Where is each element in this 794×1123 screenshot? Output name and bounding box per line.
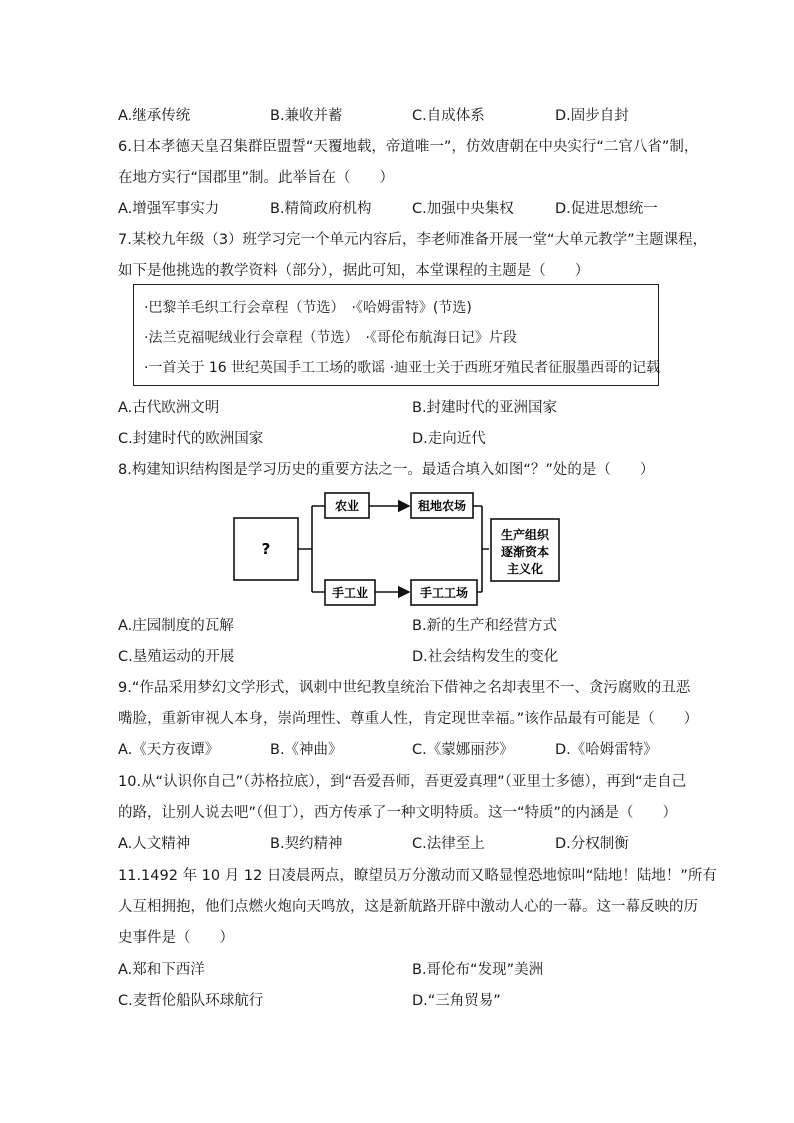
q9-option-a: A.《天方夜谭》 bbox=[118, 742, 220, 758]
q9-option-c: C.《蒙娜丽莎》 bbox=[412, 742, 514, 758]
q11-stem-line-3: 史事件是（ ） bbox=[118, 930, 234, 946]
q8-option-a: A.庄园制度的瓦解 bbox=[118, 618, 234, 634]
q8-option-d: D.社会结构发生的变化 bbox=[412, 649, 559, 665]
q6-stem-line-2: 在地方实行“国郡里”制。此举旨在（ ） bbox=[118, 170, 395, 186]
q8-question-mark: ? bbox=[261, 540, 271, 558]
q10-stem-line-2: 的路，让别人说去吧”（但丁），西方传承了一种文明特质。这一“特质”的内涵是（ ） bbox=[118, 805, 678, 821]
q10-option-b: B.契约精神 bbox=[270, 836, 343, 852]
q11-option-a: A.郑和下西洋 bbox=[118, 962, 205, 978]
q9-option-d: D.《哈姆雷特》 bbox=[555, 742, 658, 758]
q5-option-b: B.兼收并蓄 bbox=[270, 108, 343, 124]
q7-option-d: D.走向近代 bbox=[412, 431, 486, 447]
q8-workshop-label: 手工工场 bbox=[419, 586, 469, 600]
q9-option-b: B.《神曲》 bbox=[270, 742, 343, 758]
q10-option-c: C.法律至上 bbox=[412, 836, 485, 852]
q8-option-b: B.新的生产和经营方式 bbox=[412, 618, 558, 634]
q11-option-d: D.“三角贸易” bbox=[412, 993, 501, 1009]
q7-option-a: A.古代欧洲文明 bbox=[118, 400, 220, 416]
q6-option-b: B.精简政府机构 bbox=[270, 201, 372, 217]
q7-option-b: B.封建时代的亚洲国家 bbox=[412, 400, 558, 416]
q8-stem: 8.构建知识结构图是学习历史的重要方法之一。最适合填入如图“？”处的是（ ） bbox=[118, 462, 655, 478]
q5-option-a: A.继承传统 bbox=[118, 108, 191, 124]
q6-option-d: D.促进思想统一 bbox=[555, 201, 658, 217]
q7-option-c: C.封建时代的欧洲国家 bbox=[118, 431, 264, 447]
q8-farm-label: 租地农场 bbox=[417, 499, 467, 513]
q5-option-c: C.自成体系 bbox=[412, 108, 485, 124]
q7-stem-line-1: 7.某校九年级（3）班学习完一个单元内容后，李老师准备开展一堂“大单元教学”主题课程， bbox=[118, 232, 708, 248]
q8-result-line-1: 生产组织 bbox=[500, 528, 550, 542]
q8-result-line-3: 主义化 bbox=[506, 562, 544, 576]
q8-agriculture-label: 农业 bbox=[334, 499, 360, 513]
q7-stem-line-2: 如下是他挑选的教学资料（部分），据此可知，本堂课程的主题是（ ） bbox=[118, 263, 590, 279]
q6-stem-line-1: 6.日本孝德天皇召集群臣盟誓“天覆地载，帝道唯一”，仿效唐朝在中央实行“二官八省”制， bbox=[118, 139, 699, 155]
q7-material-row-2: ·法兰克福呢绒业行会章程（节选） ·《哥伦布航海日记》片段 bbox=[144, 330, 517, 346]
q10-stem-line-1: 10.从“认识你自己”（苏格拉底），到“吾爱吾师，吾更爱真理”（亚里士多德），再到“走自己 bbox=[118, 774, 687, 790]
q7-material-row-3: ·一首关于 16 世纪英国手工工场的歌谣 ·迪亚士关于西班牙殖民者征服墨西哥的记载 bbox=[144, 360, 661, 376]
q11-stem-line-2: 人互相拥抱，他们点燃火炮向天鸣放，这是新航路开辟中激动人心的一幕。这一幕反映的历 bbox=[118, 899, 698, 915]
q11-option-b: B.哥伦布“发现”美洲 bbox=[412, 962, 544, 978]
q11-option-c: C.麦哲伦船队环球航行 bbox=[118, 993, 264, 1009]
q11-stem-line-1: 11.1492 年 10 月 12 日凌晨两点，瞭望员万分激动而又略显惶恐地惊叫“陆地！陆地！”所有 bbox=[118, 868, 717, 884]
q10-option-d: D.分权制衡 bbox=[555, 836, 629, 852]
q8-option-c: C.垦殖运动的开展 bbox=[118, 649, 235, 665]
q6-option-a: A.增强军事实力 bbox=[118, 201, 220, 217]
q10-option-a: A.人文精神 bbox=[118, 836, 191, 852]
q8-handicraft-label: 手工业 bbox=[331, 586, 369, 600]
q5-option-d: D.固步自封 bbox=[555, 108, 629, 124]
q7-material-row-1: ·巴黎羊毛织工行会章程（节选） ·《哈姆雷特》(节选) bbox=[144, 300, 472, 316]
q9-stem-line-1: 9.“作品采用梦幻文学形式，讽刺中世纪教皇统治下借神之名却表里不一、贪污腐败的丑恶 bbox=[118, 680, 691, 696]
q8-result-line-2: 逐渐资本 bbox=[500, 545, 550, 559]
q6-option-c: C.加强中央集权 bbox=[412, 201, 514, 217]
q9-stem-line-2: 嘴脸，重新审视人本身，崇尚理性、尊重人性，肯定现世幸福。”该作品最有可能是（ ） bbox=[118, 711, 699, 727]
